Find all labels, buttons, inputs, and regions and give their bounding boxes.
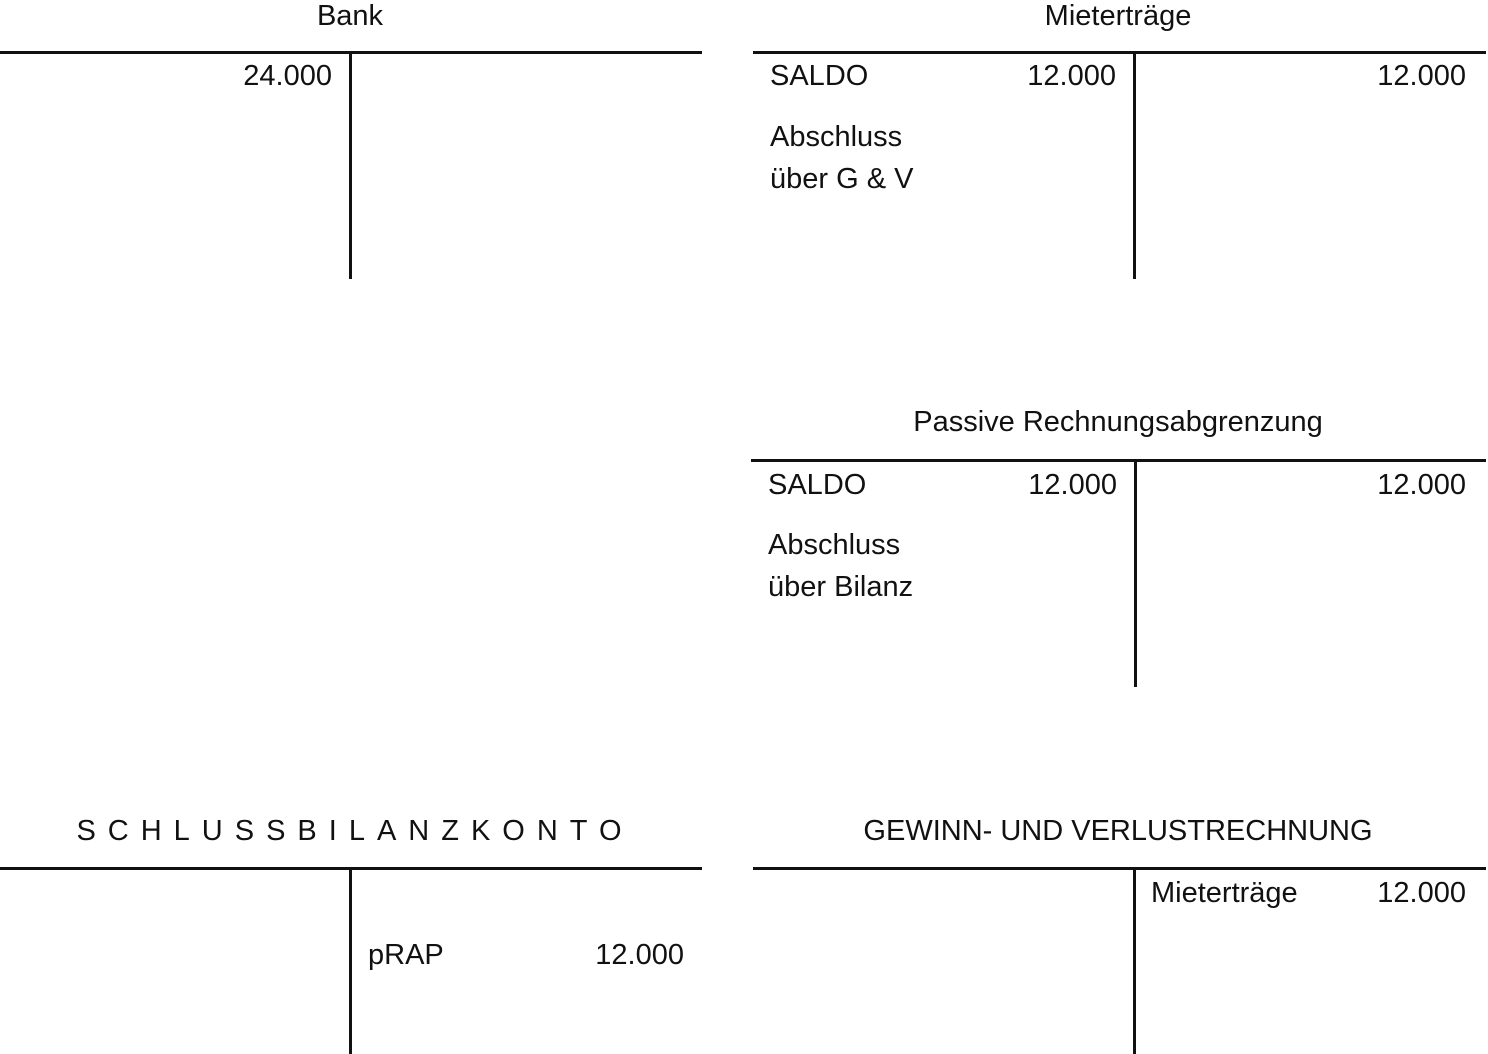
account-vertical-rule — [349, 51, 352, 279]
account-vertical-rule — [349, 867, 352, 1054]
account-horizontal-rule — [751, 459, 1486, 462]
debit-note-line-1: Abschluss — [768, 529, 901, 561]
credit-amount: 12.000 — [1377, 60, 1466, 92]
credit-amount: 12.000 — [595, 939, 684, 971]
credit-label: Mieterträge — [1151, 877, 1298, 909]
debit-amount: 24.000 — [243, 60, 332, 92]
debit-amount: 12.000 — [1028, 469, 1117, 501]
account-vertical-rule — [1133, 867, 1136, 1054]
account-title-mietertraege: Mieterträge — [1044, 0, 1192, 32]
credit-amount: 12.000 — [1377, 469, 1466, 501]
account-title-guv: GEWINN- UND VERLUSTRECHNUNG — [863, 815, 1373, 847]
account-vertical-rule — [1134, 459, 1137, 687]
debit-note-line-2: über Bilanz — [768, 571, 914, 603]
debit-label: SALDO — [768, 469, 867, 501]
debit-note-line-1: Abschluss — [770, 121, 903, 153]
account-vertical-rule — [1133, 51, 1136, 279]
debit-amount: 12.000 — [1027, 60, 1116, 92]
account-title-schlussbilanzkonto: SCHLUSSBILANZKONTO — [76, 815, 634, 847]
credit-amount: 12.000 — [1377, 877, 1466, 909]
debit-note-line-2: über G & V — [770, 163, 914, 195]
account-horizontal-rule — [753, 867, 1486, 870]
credit-label: pRAP — [368, 939, 444, 971]
account-horizontal-rule — [753, 51, 1486, 54]
account-title-bank: Bank — [316, 0, 384, 32]
account-title-prap: Passive Rechnungsabgrenzung — [913, 406, 1323, 438]
debit-label: SALDO — [770, 60, 869, 92]
